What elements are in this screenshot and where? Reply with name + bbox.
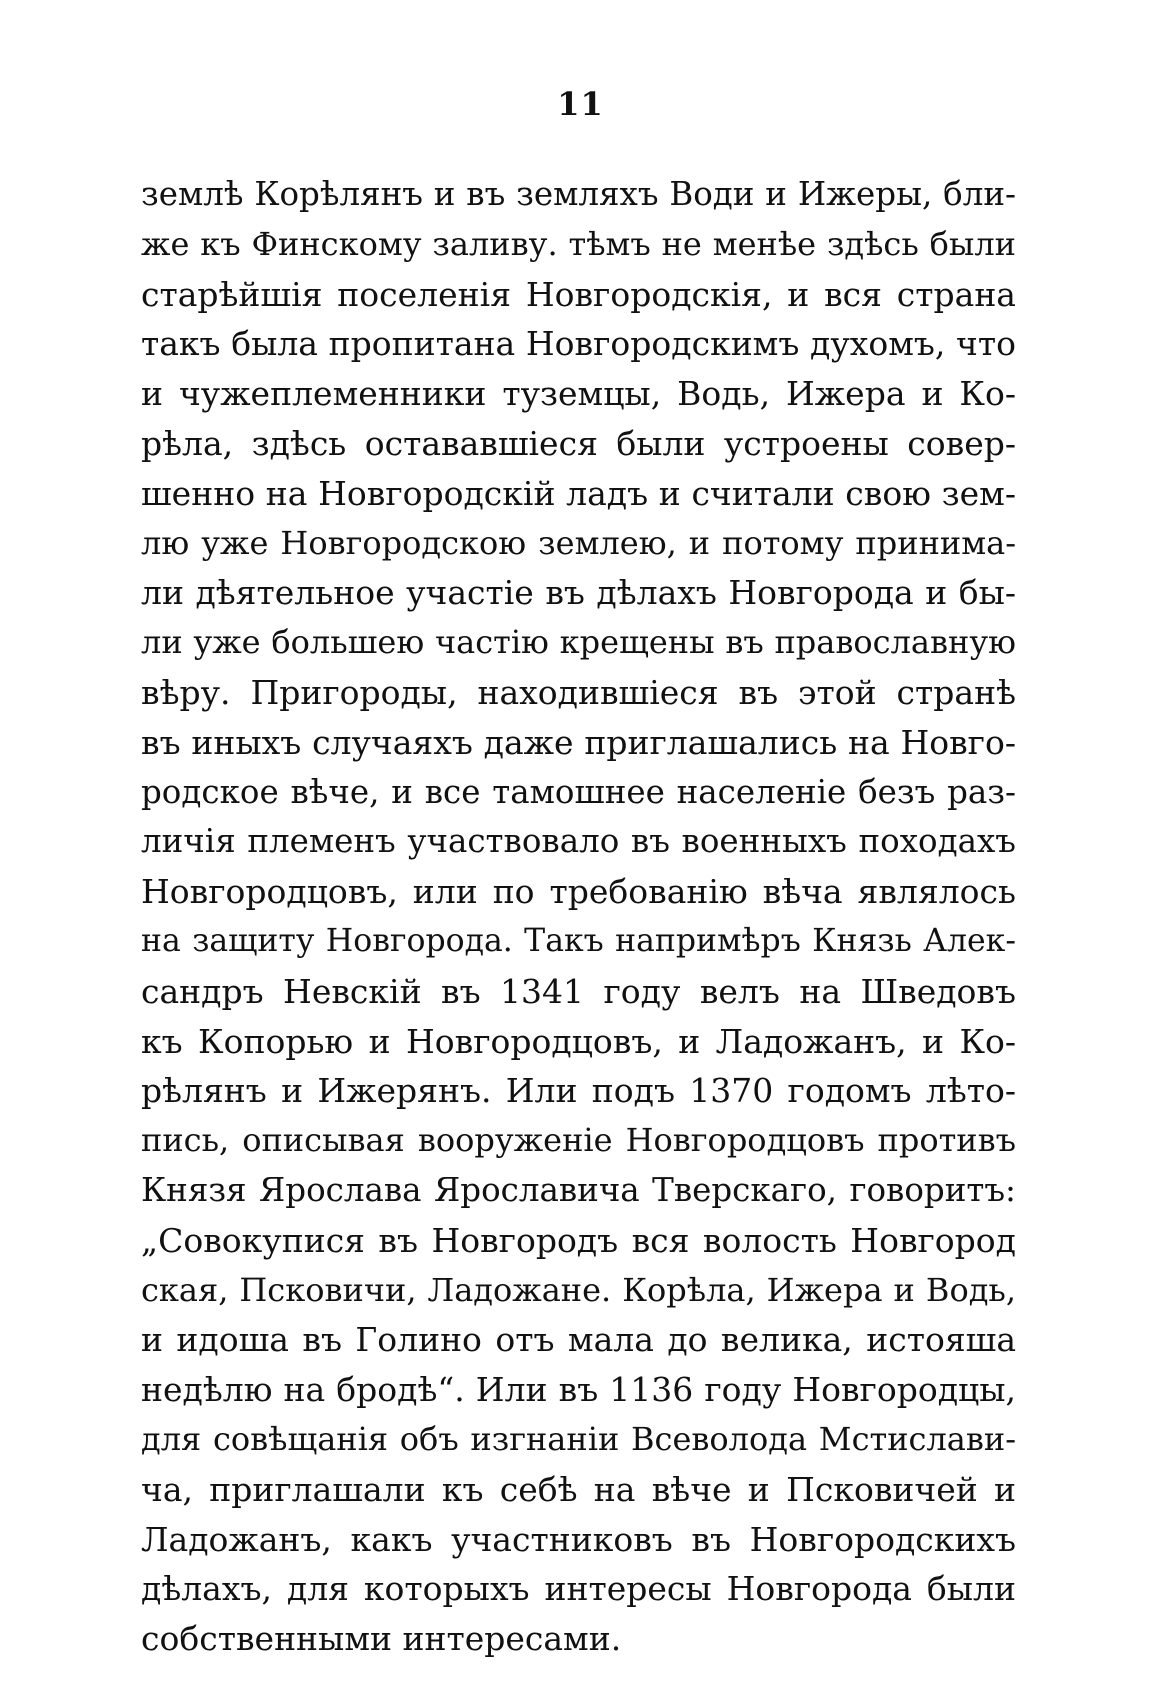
text-line: ча, приглашали къ себѣ на вѣче и Псковичей и	[141, 1469, 1016, 1509]
text-line: старѣйшія поселенія Новгородскія, и вся страна	[141, 274, 1016, 314]
text-line: къ Копорью и Новгородцовъ, и Ладожанъ, и Ко-	[141, 1021, 1016, 1061]
text-line: землѣ Корѣлянъ и въ земляхъ Води и Ижеры, бли-	[141, 175, 1016, 213]
text-line: лю уже Новгородскою землею, и потому принима-	[141, 523, 1016, 562]
text-line: рѣлянъ и Ижерянъ. Или подъ 1370 годомъ лѣто-	[141, 1071, 1016, 1111]
text-line: такъ была пропитана Новгородскимъ духомъ, что	[141, 324, 1016, 364]
text-line: дѣлахъ, для которыхъ интересы Новгорода были	[141, 1569, 1016, 1609]
page-number: 11	[557, 85, 604, 123]
text-line: Князя Ярослава Ярославича Тверскаго, говоритъ:	[141, 1170, 1016, 1209]
text-line: сандръ Невскій въ 1341 году велъ на Шведовъ	[141, 971, 1016, 1011]
text-line: вѣру. Пригороды, находившіеся въ этой странѣ	[141, 672, 1016, 712]
text-line: же къ Финскому заливу. тѣмъ не менѣе здѣсь были	[141, 224, 1016, 263]
text-line: собственными интересами.	[141, 1619, 622, 1659]
text-line: недѣлю на бродѣ“. Или въ 1136 году Новгородцы,	[141, 1370, 1016, 1410]
text-line: шенно на Новгородскій ладъ и считали свою зем-	[141, 473, 1016, 513]
text-line: для совѣщанія объ изгнаніи Всеволода Мстислави-	[141, 1419, 1016, 1458]
text-line: на защиту Новгорода. Такъ напримѣръ Князь Алек-	[141, 922, 1016, 959]
text-line: Ладожанъ, какъ участниковъ въ Новгородскихъ	[141, 1519, 1016, 1559]
text-line: и идоша въ Голино отъ мала до велика, истояша	[141, 1320, 1016, 1360]
text-line: личія племенъ участвовало въ военныхъ походахъ	[141, 822, 1016, 861]
text-line: въ иныхъ случаяхъ даже приглашались на Новго-	[141, 722, 1016, 762]
text-line: ли уже большею частію крещены въ православную	[141, 623, 1016, 662]
text-line: „Совокупися въ Новгородъ вся волость Новгород	[141, 1220, 1016, 1260]
text-line: и чужеплеменники туземцы, Водь, Ижера и Ко-	[141, 374, 1016, 414]
text-line: ская, Псковичи, Ладожане. Корѣла, Ижера и Водь,	[141, 1270, 1016, 1309]
text-line: рѣла, здѣсь остававшіеся были устроены совер-	[141, 423, 1016, 463]
text-line: пись, описывая вооруженіе Новгородцовъ противъ	[141, 1121, 1016, 1160]
text-line: ли дѣятельное участіе въ дѣлахъ Новгорода и бы-	[141, 573, 1016, 613]
body-text	[141, 170, 1016, 1664]
text-line: Новгородцовъ, или по требованію вѣча являлось	[141, 872, 1016, 912]
text-line: родское вѣче, и все тамошнее населеніе безъ раз-	[141, 772, 1016, 811]
